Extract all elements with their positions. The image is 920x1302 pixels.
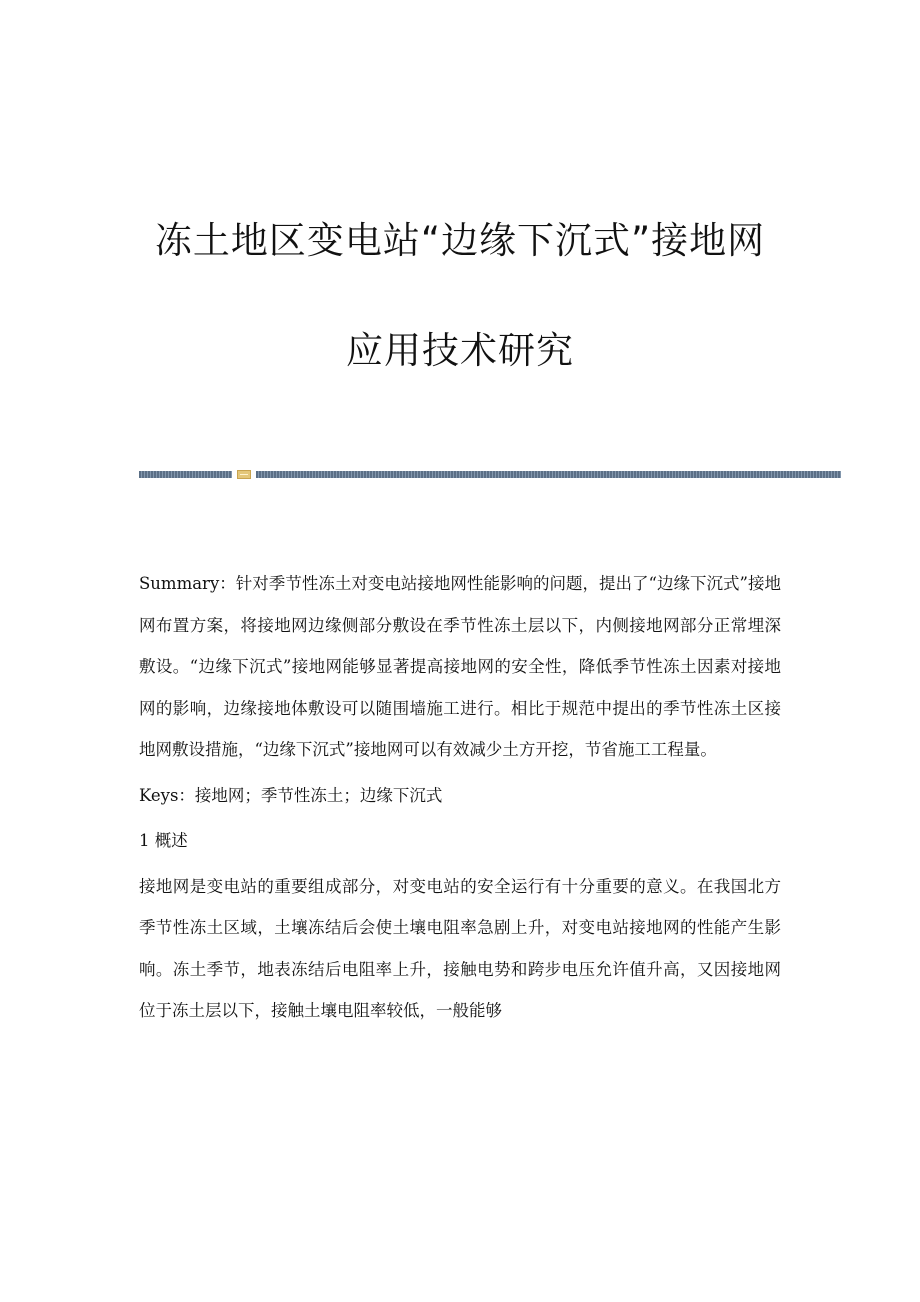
document-body	[139, 563, 781, 1032]
title-line-2: 应用技术研究	[346, 329, 574, 372]
intro-paragraph: 接地网是变电站的重要组成部分，对变电站的安全运行有十分重要的意义。在我国北方季节性冻土区域，土壤冻结后会使土壤电阻率急剧上升，对变电站接地网的性能产生影响。冻土季节，地表冻结后电阻率上升，接触电势和跨步电压允许值升高，又因接地网位于冻土层以下，接触土壤电阻率较低，一般能够	[139, 876, 781, 1020]
page-title	[0, 186, 920, 406]
divider-ornament-icon	[237, 470, 251, 479]
title-divider	[139, 470, 841, 479]
title-line-1: 冻土地区变电站“边缘下沉式”接地网	[154, 219, 766, 262]
divider-bar-left	[139, 471, 232, 478]
divider-bar-right	[256, 471, 841, 478]
section-heading: 1 概述	[139, 831, 188, 850]
summary-paragraph: Summary：针对季节性冻土对变电站接地网性能影响的问题，提出了“边缘下沉式”接地网布置方案，将接地网边缘侧部分敷设在季节性冻土层以下，内侧接地网部分正常埋深敷设。“边缘下沉式”接地网能够显著提高接地网的安全性，降低季节性冻土因素对接地网的影响，边缘接地体敷设可以随围墙施工进行。相比于规范中提出的季节性冻土区接地网敷设措施，“边缘下沉式”接地网可以有效减少土方开挖，节省施工工程量。	[139, 574, 781, 759]
keywords-line: Keys：接地网；季节性冻土；边缘下沉式	[139, 785, 443, 805]
